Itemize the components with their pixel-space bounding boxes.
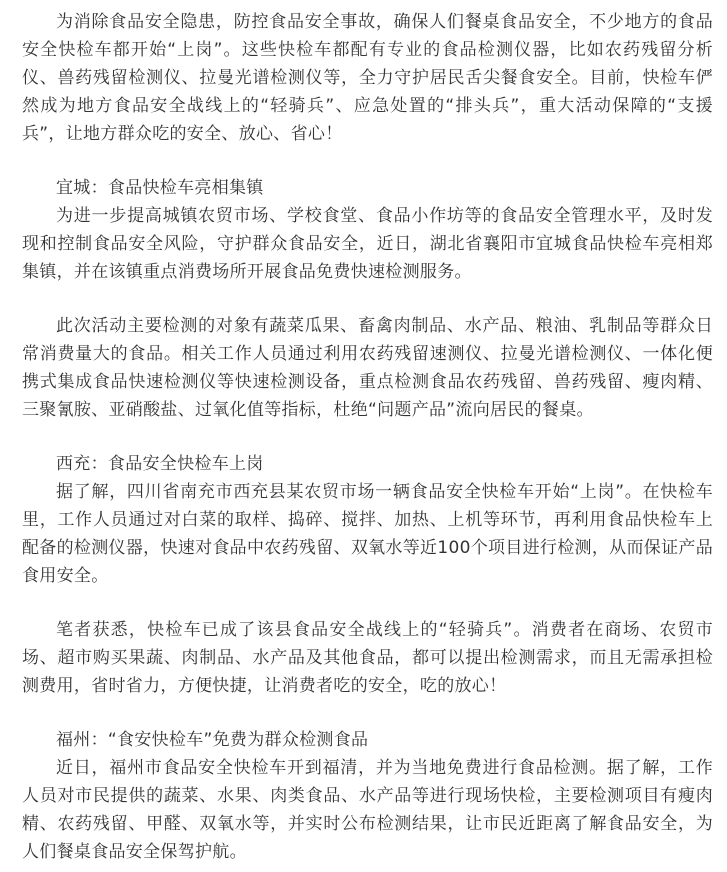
intro-paragraph: 为消除食品安全隐患，防控食品安全事故，确保人们餐桌食品安全，不少地方的食品安全快检车都开始“上岗”。这些快检车都配有专业的食品检测仪器，比如农药残留分析仪、兽药残留检测仪、拉曼光谱检测仪等，全力守护居民舌尖餐食安全。目前，快检车俨然成为地方食品安全战线上的“轻骑兵”、应急处置的“排头兵”，重大活动保障的“支援兵”，让地方群众吃的安全、放心、省心！ bbox=[22, 12, 713, 144]
xichong-paragraph-2: 笔者获悉，快检车已成了该县食品安全战线上的“轻骑兵”。消费者在商场、农贸市场、超市购买果蔬、肉制品、水产品及其他食品，都可以提出检测需求，而且无需承担检测费用，省时省力，方便快捷，让消费者吃的安全，吃的放心！ bbox=[22, 620, 713, 696]
yicheng-paragraph-2: 此次活动主要检测的对象有蔬菜瓜果、畜禽肉制品、水产品、粮油、乳制品等群众日常消费量大的食品。相关工作人员通过利用农药残留速测仪、拉曼光谱检测仪、一体化便携式集成食品快速检测仪等快速检测设备，重点检测食品农药残留、兽药残留、瘦肉精、三聚氰胺、亚硝酸盐、过氧化值等指标，杜绝“问题产品”流向居民的餐桌。 bbox=[22, 316, 713, 420]
section-heading-yicheng: 宜城：食品快检车亮相集镇 bbox=[56, 178, 264, 198]
yicheng-paragraph-1: 为进一步提高城镇农贸市场、学校食堂、食品小作坊等的食品安全管理水平，及时发现和控制食品安全风险，守护群众食品安全，近日，湖北省襄阳市宜城食品快检车亮相郑集镇，并在该镇重点消费场所开展食品免费快速检测服务。 bbox=[22, 206, 713, 282]
section-heading-xichong: 西充：食品安全快检车上岗 bbox=[56, 454, 264, 474]
spacer bbox=[22, 590, 713, 616]
spacer bbox=[22, 424, 713, 450]
spacer bbox=[22, 148, 713, 174]
xichong-paragraph-1: 据了解，四川省南充市西充县某农贸市场一辆食品安全快检车开始“上岗”。在快检车里，工作人员通过对白菜的取样、捣碎、搅拌、加热、上机等环节，再利用食品快检车上配备的检测仪器，快速对食品中农药残留、双氧水等近100个项目进行检测，从而保证产品食用安全。 bbox=[22, 482, 713, 586]
spacer bbox=[22, 286, 713, 312]
section-heading-fuzhou: 福州：“食安快检车”免费为群众检测食品 bbox=[56, 730, 369, 750]
spacer bbox=[22, 700, 713, 726]
fuzhou-paragraph-1: 近日，福州市食品安全快检车开到福清，并为当地免费进行食品检测。据了解，工作人员对市民提供的蔬菜、水果、肉类食品、水产品等进行现场快检，主要检测项目有瘦肉精、农药残留、甲醛、双氧水等，并实时公布检测结果，让市民近距离了解食品安全，为人们餐桌食品安全保驾护航。 bbox=[22, 758, 713, 862]
